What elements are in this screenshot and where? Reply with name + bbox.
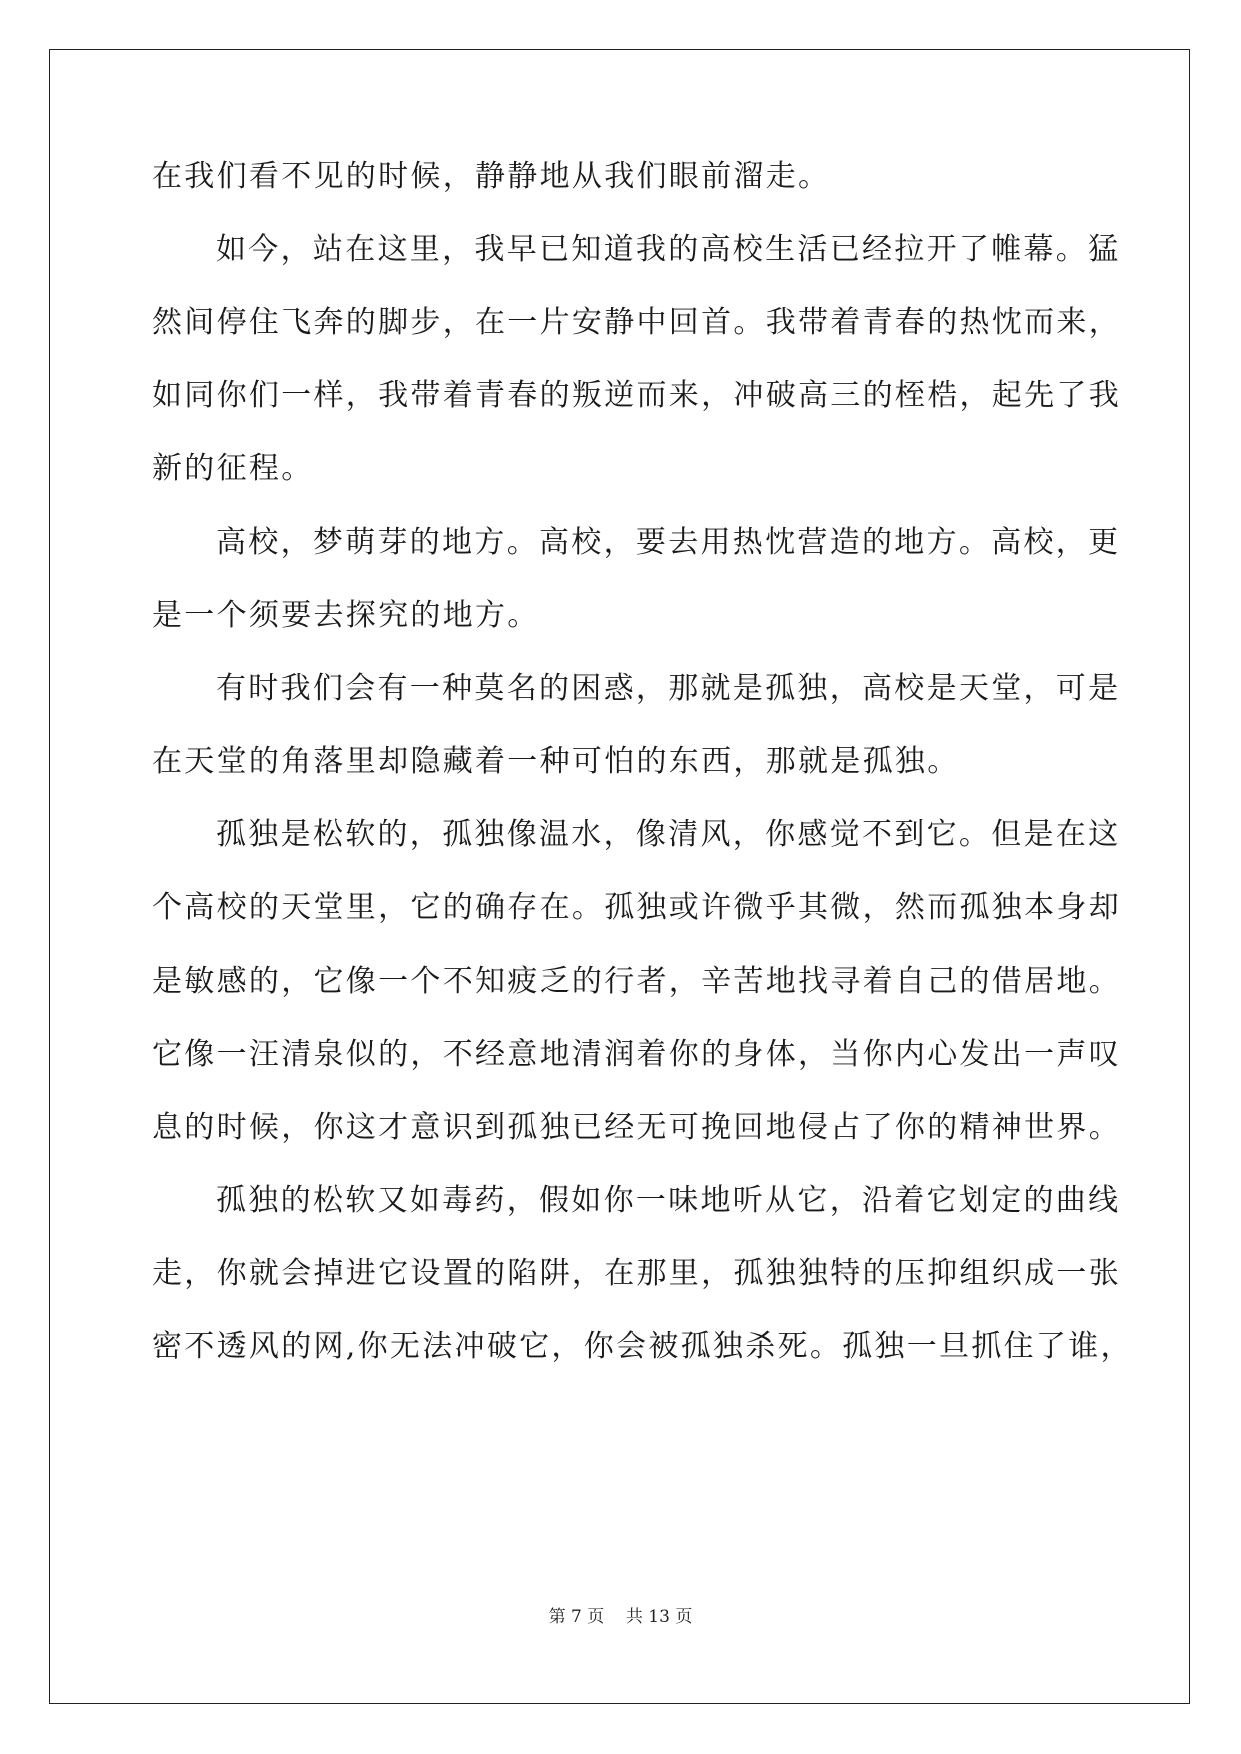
- paragraph-first-line: 如今，站在这里，我早已知道我的高校生活已经拉开了帷幕。猛: [216, 232, 1121, 267]
- text-line: 它像一汪清泉似的，不经意地清润着你的身体，当你内心发出一声叹: [152, 1037, 1121, 1072]
- page-footer: [0, 1605, 1241, 1629]
- text-line: 在我们看不见的时候，静静地从我们眼前溜走。: [152, 159, 831, 194]
- text-line: 息的时候，你这才意识到孤独已经无可挽回地侵占了你的精神世界。: [152, 1110, 1121, 1145]
- text-line: 然间停住飞奔的脚步，在一片安静中回首。我带着青春的热忱而来，: [152, 305, 1121, 340]
- page-border: [49, 49, 1190, 1704]
- text-line: 在天堂的角落里却隐藏着一种可怕的东西，那就是孤独。: [152, 744, 960, 779]
- text-line: 密不透风的网,你无法冲破它，你会被孤独杀死。孤独一旦抓住了谁，: [152, 1329, 1133, 1364]
- page-number: 第 7 页: [548, 1607, 605, 1627]
- paragraph-first-line: 孤独是松软的，孤独像温水，像清风，你感觉不到它。但是在这: [216, 817, 1121, 852]
- page-total: 共 13 页: [625, 1607, 693, 1627]
- paragraph-first-line: 有时我们会有一种莫名的困惑，那就是孤独，高校是天堂，可是: [216, 671, 1121, 706]
- paragraph-first-line: 高校，梦萌芽的地方。高校，要去用热忱营造的地方。高校，更: [216, 525, 1121, 560]
- text-line: 是敏感的，它像一个不知疲乏的行者，辛苦地找寻着自己的借居地。: [152, 964, 1121, 999]
- text-line: 个高校的天堂里，它的确存在。孤独或许微乎其微，然而孤独本身却: [152, 890, 1121, 925]
- text-line: 如同你们一样，我带着青春的叛逆而来，冲破高三的桎梏，起先了我: [152, 378, 1121, 413]
- text-line: 走，你就会掉进它设置的陷阱，在那里，孤独独特的压抑组织成一张: [152, 1256, 1121, 1291]
- text-line: 新的征程。: [152, 451, 314, 486]
- text-line: 是一个须要去探究的地方。: [152, 598, 540, 633]
- paragraph-first-line: 孤独的松软又如毒药，假如你一味地听从它，沿着它划定的曲线: [216, 1183, 1121, 1218]
